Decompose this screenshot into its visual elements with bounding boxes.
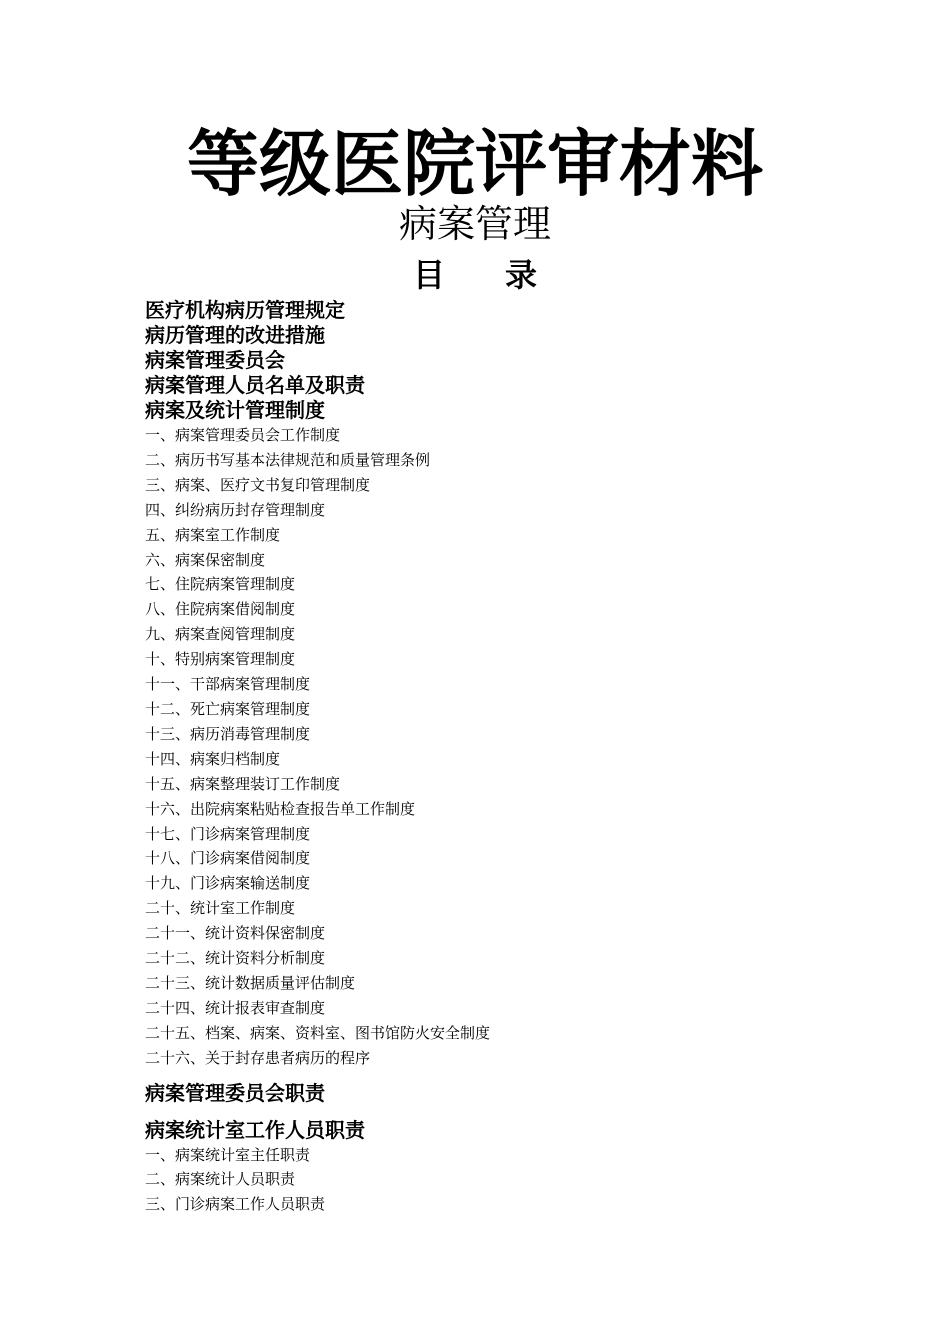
- list-item: 五、病案室工作制度: [145, 525, 281, 544]
- list-item: 三、病案、医疗文书复印管理制度: [145, 475, 371, 494]
- list-item: 八、住院病案借阅制度: [145, 600, 296, 619]
- list-item: 十、特别病案管理制度: [145, 650, 296, 669]
- list-item: 三、门诊病案工作人员职责: [145, 1195, 326, 1214]
- staff-heading: 病案统计室工作人员职责: [145, 1117, 365, 1142]
- list-item: 二、病案统计人员职责: [145, 1170, 296, 1189]
- system-list: [145, 423, 845, 1071]
- list-item: 二十一、统计资料保密制度: [145, 924, 326, 943]
- list-item: 十六、出院病案粘贴检查报告单工作制度: [145, 799, 416, 818]
- table-of-contents: [145, 298, 845, 1217]
- list-item: 十一、干部病案管理制度: [145, 675, 311, 694]
- list-item: 一、病案统计室主任职责: [145, 1145, 311, 1164]
- list-item: 六、病案保密制度: [145, 550, 266, 569]
- list-item: 九、病案查阅管理制度: [145, 625, 296, 644]
- staff-list: [145, 1143, 845, 1218]
- list-item: 二十二、统计资料分析制度: [145, 949, 326, 968]
- toc-heading: 目录: [412, 256, 597, 294]
- list-item: 十二、死亡病案管理制度: [145, 699, 311, 718]
- list-item: 十八、门诊病案借阅制度: [145, 849, 311, 868]
- toc-heading-item: 病案管理人员名单及职责: [145, 373, 365, 397]
- list-item: 二十六、关于封存患者病历的程序: [145, 1048, 371, 1067]
- list-item: 二十、统计室工作制度: [145, 899, 296, 918]
- toc-heading-item: 病案及统计管理制度: [145, 398, 325, 422]
- toc-heading-item: 病历管理的改进措施: [145, 323, 325, 347]
- list-item: 一、病案管理委员会工作制度: [145, 426, 341, 444]
- committee-heading: 病案管理委员会职责: [145, 1080, 325, 1105]
- toc-heading-item: 病案管理委员会: [145, 348, 285, 372]
- list-item: 二十三、统计数据质量评估制度: [145, 973, 356, 992]
- document-title: 等级医院评审材料: [186, 122, 763, 206]
- list-item: 七、住院病案管理制度: [145, 575, 296, 594]
- list-item: 十三、病历消毒管理制度: [145, 724, 311, 743]
- list-item: 二十四、统计报表审查制度: [145, 998, 326, 1017]
- list-item: 十四、病案归档制度: [145, 749, 281, 768]
- list-item: 四、纠纷病历封存管理制度: [145, 500, 326, 519]
- list-item: 二、病历书写基本法律规范和质量管理条例: [145, 450, 431, 469]
- list-item: 十五、病案整理装订工作制度: [145, 774, 341, 793]
- document-subtitle: 病案管理: [398, 202, 551, 246]
- list-item: 十九、门诊病案输送制度: [145, 874, 311, 893]
- list-item: 十七、门诊病案管理制度: [145, 824, 311, 843]
- list-item: 二十五、档案、病案、资料室、图书馆防火安全制度: [145, 1023, 491, 1042]
- toc-heading-item: 医疗机构病历管理规定: [145, 298, 345, 322]
